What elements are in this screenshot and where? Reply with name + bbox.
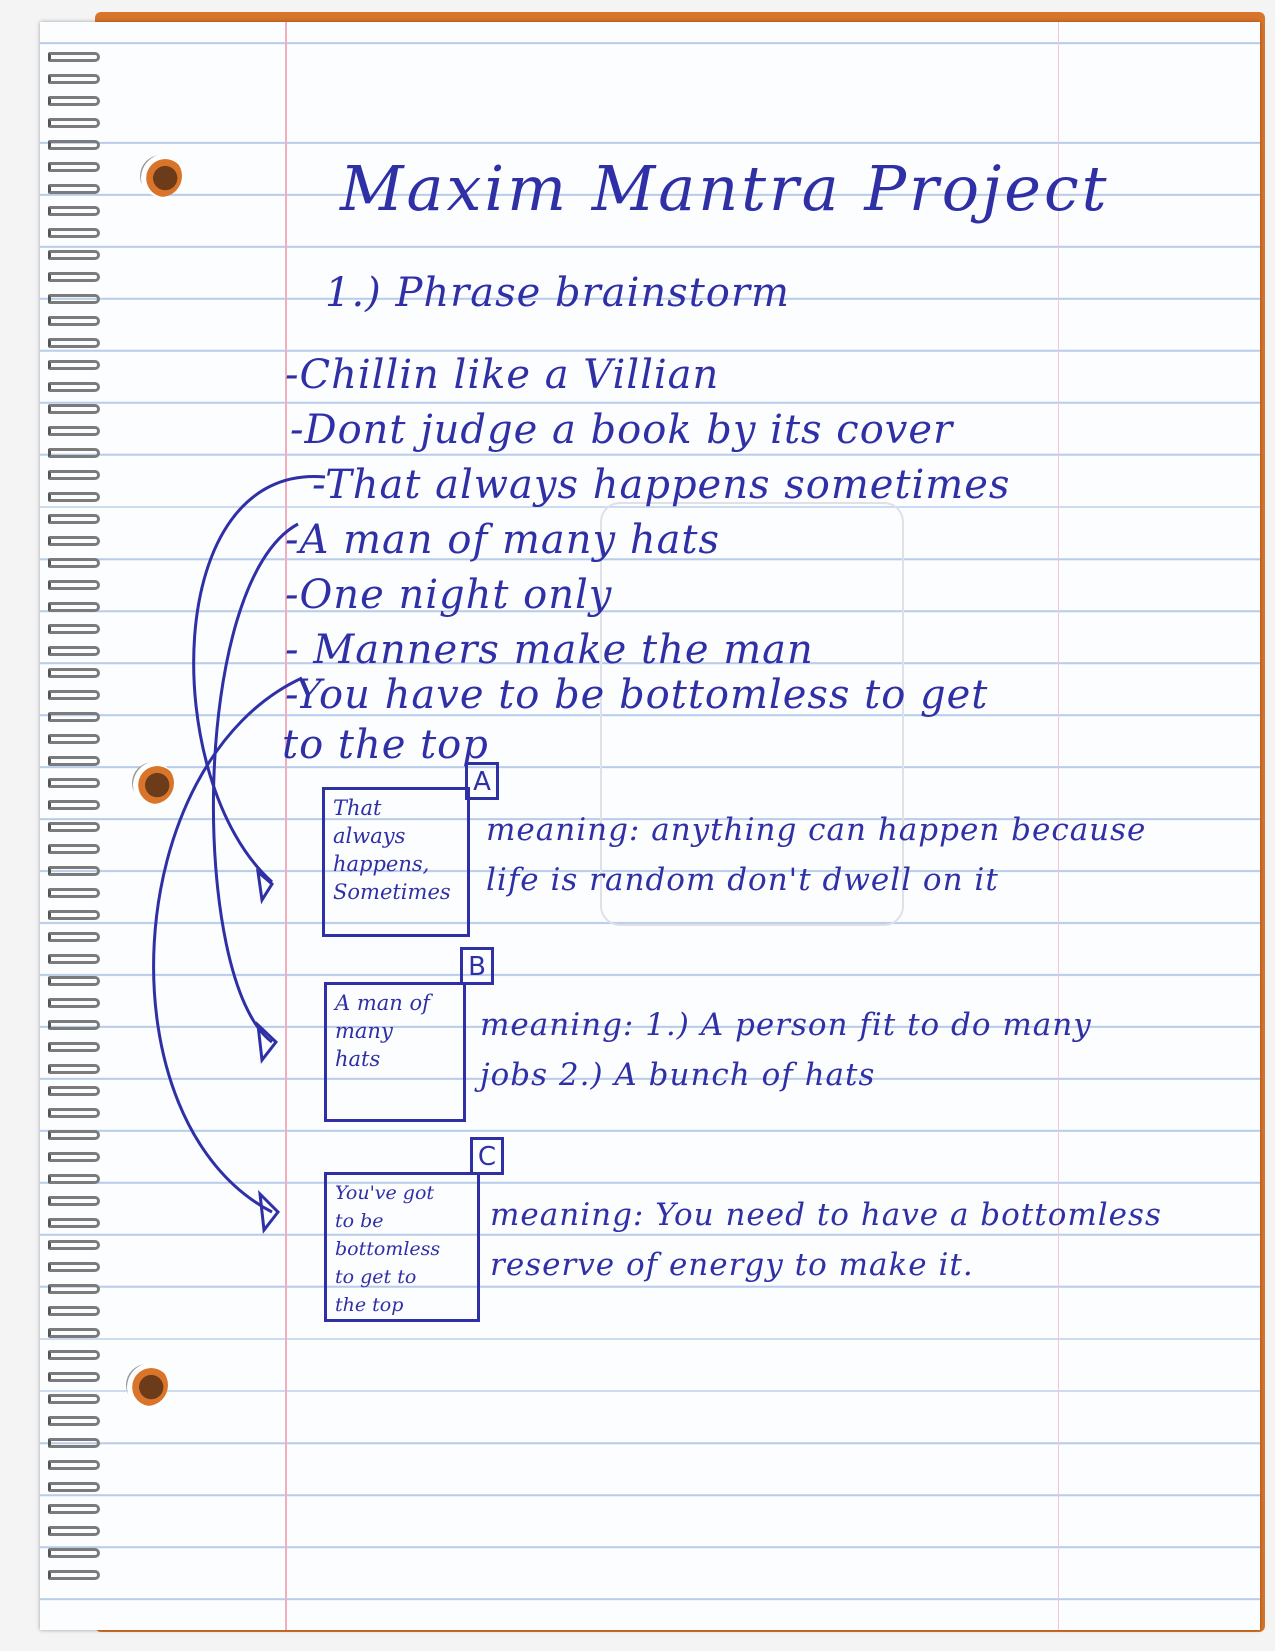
phrase-item: -Dont judge a book by its cover: [290, 407, 954, 453]
box-tag-b: B: [460, 947, 494, 985]
meaning-text: meaning: 1.) A person fit to do many: [480, 1007, 1092, 1043]
phrase-item: -Chillin like a Villian: [285, 352, 720, 398]
arrowhead-a: [258, 872, 272, 900]
brainstorm-heading: 1.) Phrase brainstorm: [325, 270, 790, 316]
meaning-text: meaning: You need to have a bottomless: [490, 1197, 1162, 1233]
connector-arrows: [40, 22, 1260, 1630]
phrase-item: to the top: [282, 722, 489, 768]
arrow-to-box-b: [213, 524, 298, 1042]
phrase-item: -One night only: [285, 572, 613, 618]
phrase-box-text: A man of many hats: [335, 991, 430, 1071]
phrase-item: -You have to be bottomless to get: [285, 672, 989, 718]
meaning-text: jobs 2.) A bunch of hats: [480, 1057, 876, 1093]
phrase-item: -That always happens sometimes: [312, 462, 1011, 508]
notebook-page: [40, 22, 1260, 1630]
phrase-box-text: That always happens, Sometimes: [333, 796, 451, 904]
box-tag-c: C: [470, 1137, 504, 1175]
phrase-box-text: You've got to be bottomless to get to the top: [335, 1182, 441, 1316]
page-title: Maxim Mantra Project: [340, 152, 1110, 225]
phrase-item: -A man of many hats: [285, 517, 721, 563]
box-tag-a: A: [465, 762, 499, 800]
meaning-text: life is random don't dwell on it: [486, 862, 999, 898]
meaning-text: meaning: anything can happen because: [486, 812, 1147, 848]
phrase-item: - Manners make the man: [285, 627, 814, 673]
meaning-text: reserve of energy to make it.: [490, 1247, 974, 1283]
